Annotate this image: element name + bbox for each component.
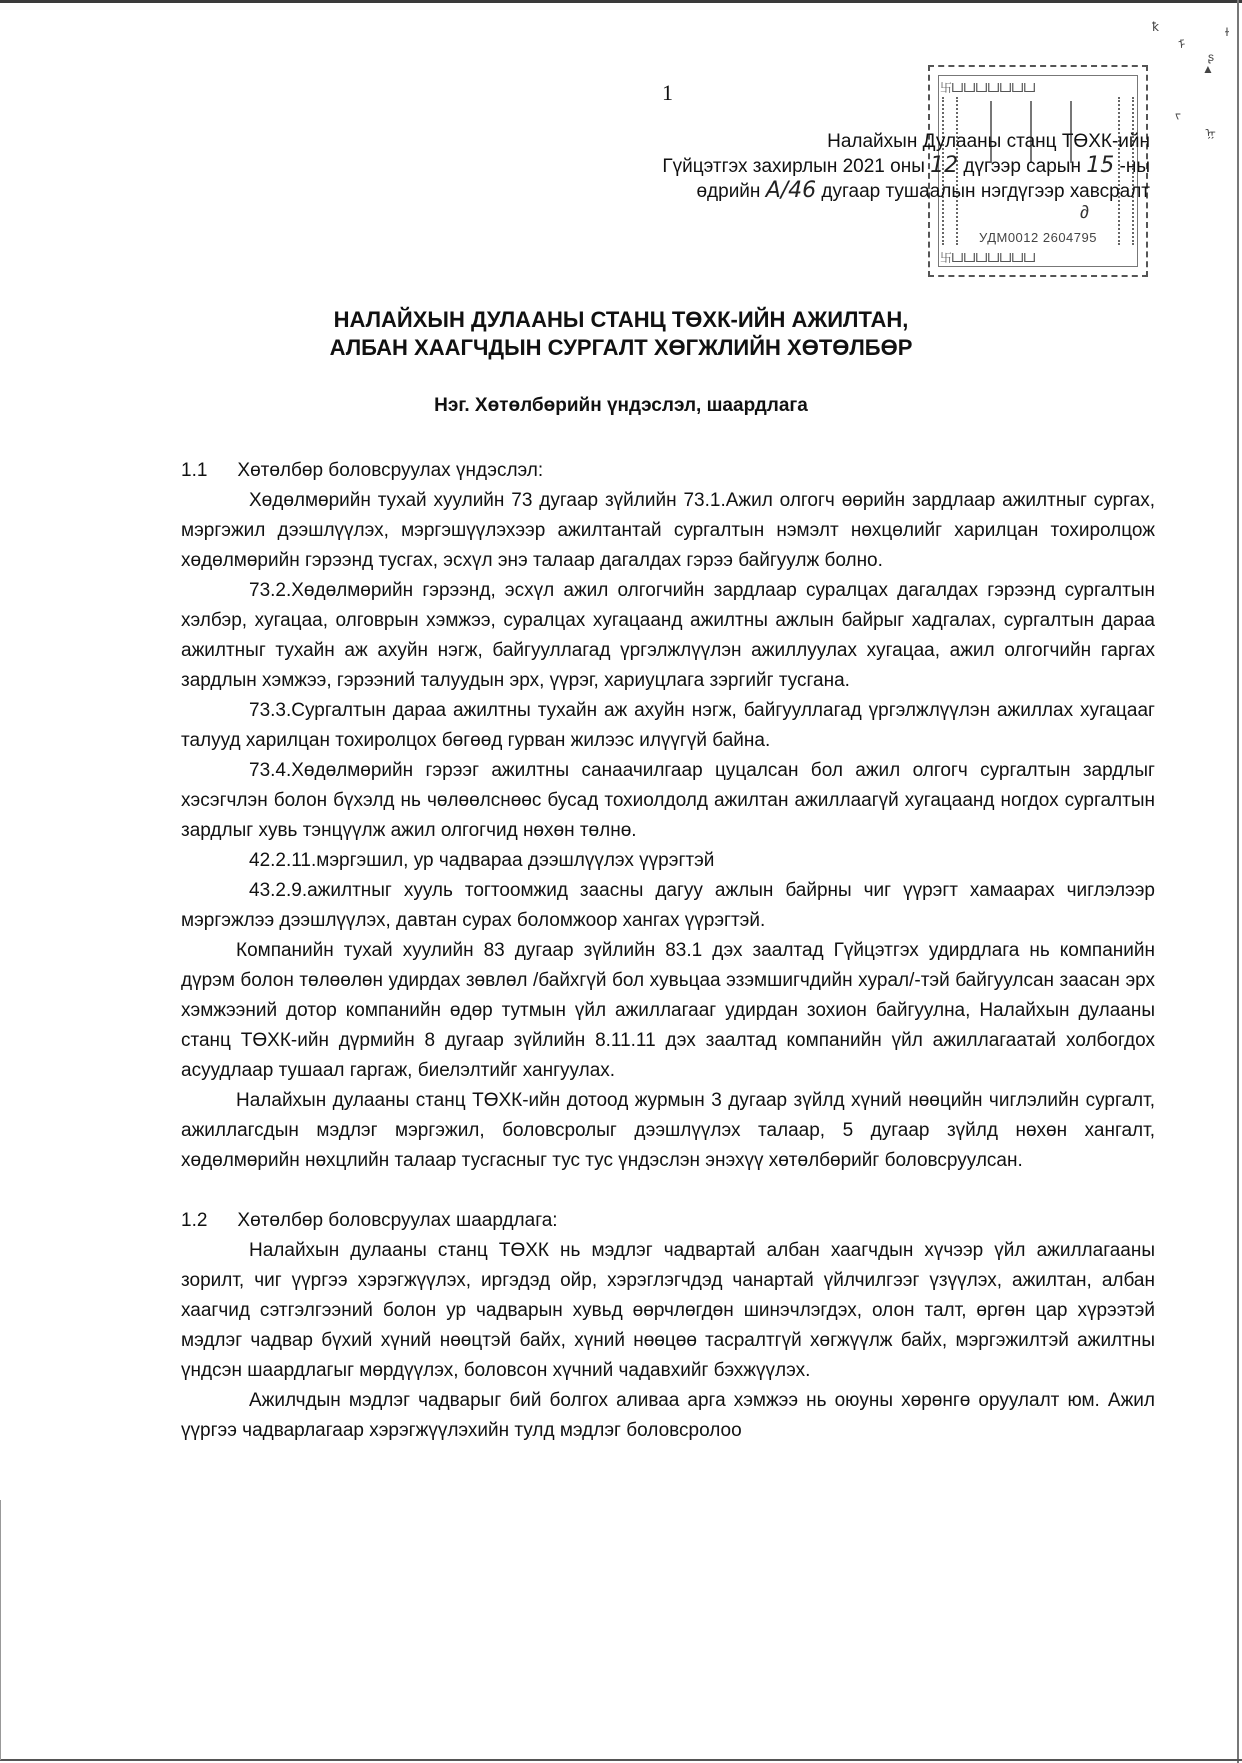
attachment-header — [510, 130, 1150, 204]
paragraph: Хөдөлмөрийн тухай хуулийн 73 дугаар зүйлийн 73.1.Ажил олгогч өөрийн зардлаар ажилтныг сургах, мэргэжил дээшлүүлэх, мэргэшүүлэхээр ажилтантай сургалтын нэмэлт нөхцөлийг харилцан тохиролцож хөдөлмөрийн гэрээнд тусгах, эсхүл энэ талаар дагалдах гэрээ байгуулж болно. — [181, 490, 1155, 571]
handwritten-day: 15 — [1086, 153, 1115, 178]
stamp-ornament-bottom: 卐ᒪᒧᒪᒧᒪᒧᒪᒧᒪᒧᒪᒧᒪᒧ — [940, 251, 1036, 263]
header-line-3: өдрийн А/46 дугаар тушаалын нэгдүгээр хавсралт — [696, 178, 1150, 203]
header-line-1: Налайхын Дулааны станц ТӨХК-ийн — [827, 131, 1150, 152]
spacer — [181, 1176, 1155, 1206]
subsection-heading: 1.2 Хөтөлбөр боловсруулах шаардлага: — [181, 1210, 558, 1231]
scan-edge-left — [0, 1500, 1, 1760]
paragraph: 73.3.Сургалтын дараа ажилтны тухайн аж ахуйн нэгж, байгууллагад үргэлжлүүлэн ажиллах хугацааг талууд харилцан тохиролцох бөгөөд гурван жилээс илүүгүй байна. — [181, 700, 1155, 751]
document-title: НАЛАЙХЫН ДУЛААНЫ СТАНЦ ТӨХК-ИЙН АЖИЛТАН, АЛБАН ХААГЧДЫН СУРГАЛТ ХӨГЖЛИЙН ХӨТӨЛБӨР — [329, 307, 913, 360]
page-number: 1 — [662, 80, 673, 105]
scan-edge-bottom — [0, 1759, 1242, 1761]
handwritten-month: 12 — [930, 153, 959, 178]
paragraph: Ажилчдын мэдлэг чадварыг бий болгох аливаа арга хэмжээ нь оюуны хөрөнгө оруулалт юм. Ажил үүргээ чадварлагаар хэрэгжүүлэхийн тулд мэдлэг боловсролоо — [181, 1390, 1155, 1441]
paragraph: Налайхын дулааны станц ТӨХК-ийн дотоод журмын 3 дугаар зүйлд хүний нөөцийн чиглэлийн сургалт, ажиллагсдын мэдлэг мэргэжил, боловсролыг дээшлүүлэх талаар, 5 дугаар зүйлд нөхөн хангалт, хөдөлмөрийн нөхцлийн талаар тусгасныг тус тус үндэслэн энэхүү хөтөлбөрийг боловсруулсан. — [181, 1090, 1155, 1171]
margin-scribbles: ꝁ ᠮ ɫ ʂ ▲ ᠵ ᡍ — [1152, 20, 1229, 140]
section-heading: Нэг. Хөтөлбөрийн үндэслэл, шаардлага — [434, 395, 808, 416]
header-line-2: Гүйцэтгэх захирлын 2021 оны 12 дүгээр сарын 15 -ны — [662, 153, 1150, 178]
subsection-heading: 1.1 Хөтөлбөр боловсруулах үндэслэл: — [181, 460, 544, 481]
document-body — [181, 456, 1155, 1446]
paragraph: 73.4.Хөдөлмөрийн гэрээг ажилтны санаачилгаар цуцалсан бол ажил олгогч сургалтын зардлыг хэсэгчлэн болон бүхэлд нь чөлөөлснөөс бусад тохиолдолд ажилтан ажиллаагүй хугацаанд ногдох сургалтын зардлыг хувь тэнцүүлж ажил олгогчид нөхөн төлнө. — [181, 760, 1155, 841]
paragraph: Налайхын дулааны станц ТӨХК нь мэдлэг чадвартай албан хаагчдын хүчээр үйл ажиллагааны зорилт, чиг үүргээ хэрэгжүүлэх, иргэдэд ойр, хэрэглэгчдэд чанартай үйлчилгээг үзүүлэх, ажилтан, албан хаагчид сэтгэлгээний болон ур чадварын хувьд өөрчлөгдөн шинэчлэгдэх, олон талт, өргөн цар хүрээтэй мэдлэг чадвар бүхий хүний нөөцтэй байх, хүний нөөцөө тасралтгүй хөгжүүлж байх, мэргэжилтэй ажилтны үндсэн шаардлагыг мөрдүүлэх, боловсон хүчний чадавхийг бэхжүүлэх. — [181, 1240, 1155, 1381]
paragraph: 73.2.Хөдөлмөрийн гэрээнд, эсхүл ажил олгогчийн зардлаар суралцах дагалдах гэрээнд сургалтын хэлбэр, хугацаа, олговрын хэмжээ, суралцах хугацаанд ажилтны ажлын байрыг хадгалах, сургалтын дараа ажилтныг тухайн аж ахуйн нэгж, байгууллагад үргэлжлүүлэн ажиллуулах хугацаа, ажил олгогчийн гаргах зардлын хэмжээ, гэрээний талуудын эрх, үүрэг, хариуцлага зэргийг тусгана. — [181, 580, 1155, 691]
stamp-code: УДМ0012 2604795 — [979, 230, 1097, 245]
paragraph: 43.2.9.ажилтныг хууль тогтоомжид заасны дагуу ажлын байрны чиг үүрэгт хамаарах чиглэлээр мэргэжлээ дээшлүүлэх, давтан сурах боломжоор хангах үүрэгтэй. — [181, 880, 1155, 931]
scan-edge-right — [1237, 0, 1239, 1763]
scan-edge-top — [0, 0, 1242, 3]
stamp-ornament-top: 卐ᒪᒧᒪᒧᒪᒧᒪᒧᒪᒧᒪᒧᒪᒧ — [940, 81, 1036, 93]
handwritten-order-number: А/46 — [765, 178, 817, 203]
stamp-mark: ∂ — [1080, 202, 1089, 222]
paragraph: 42.2.11.мэргэшил, ур чадвараа дээшлүүлэх үүрэгтэй — [249, 850, 715, 871]
paragraph: Компанийн тухай хуулийн 83 дугаар зүйлийн 83.1 дэх заалтад Гүйцэтгэх удирдлага нь компанийн дүрэм болон төлөөлөн удирдах зөвлөл /байхгүй бол хувьцаа эзэмшигчдийн хурал/-тэй байгуулсан заасан эрх хэмжээний дотор компанийн өдөр тутмын үйл ажиллагааг удирдан зохион байгуулна, Налайхын дулааны станц ТӨХК-ийн дүрмийн 8 дугаар зүйлийн 8.11.11 дэх заалтад компанийн үйл ажиллагаатай холбогдох асуудлаар тушаал гаргаж, биелэлтийг хангуулах. — [181, 940, 1155, 1081]
